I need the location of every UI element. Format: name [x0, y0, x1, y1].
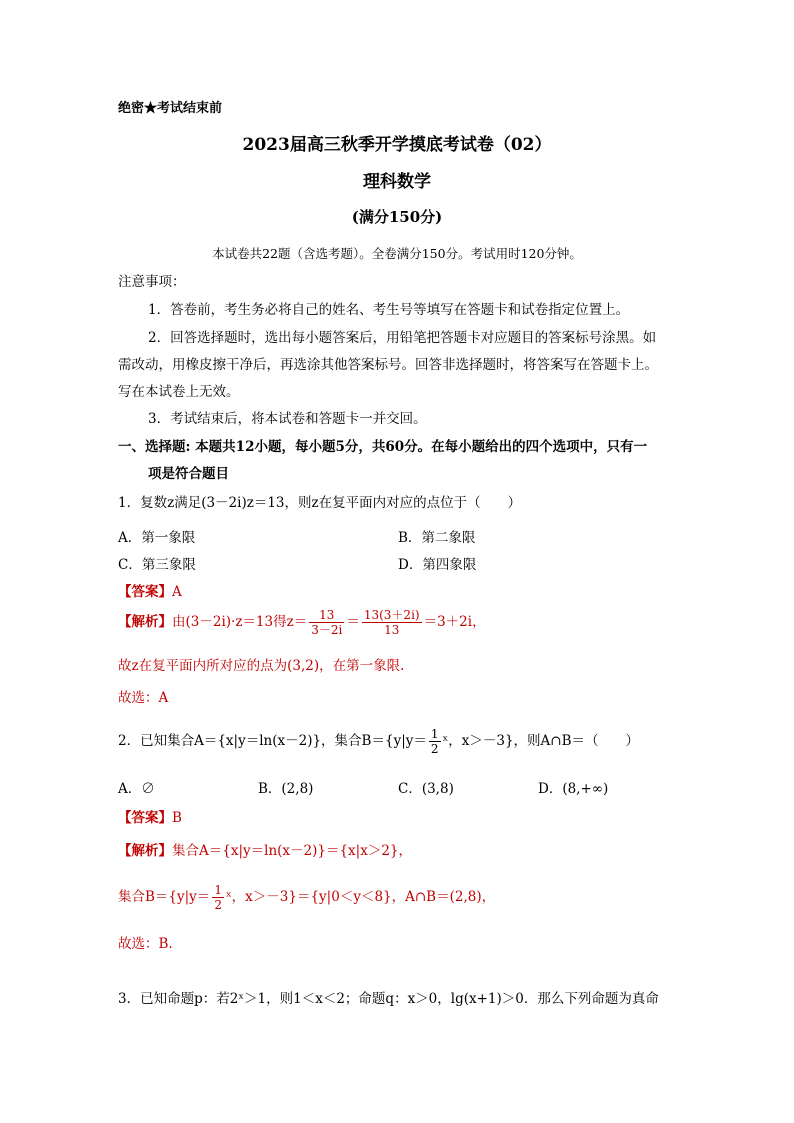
analysis-tag: 【解析】 [118, 843, 172, 859]
question-1-choice: 故选：A [118, 690, 169, 706]
note-1: 1．答卷前，考生务必将自己的姓名、考生号等填写在答题卡和试卷指定位置上。 [148, 302, 630, 318]
question-2-analysis [118, 839, 412, 859]
question-2-analysis-set-b: 集合B＝{y|y＝ $\frac{1}{2}$ ˣ，x＞－3}＝{y|0＜y＜8}，A∩B＝(2,8)， [118, 883, 496, 912]
fraction: $\frac{1}{2}$ [214, 883, 222, 912]
fraction: $\frac{13}{3-2i}$ [311, 608, 343, 637]
notes-heading: 注意事项： [118, 274, 186, 290]
question-2-option-a: A．∅ [118, 781, 155, 797]
fraction: $\frac{13(3+2i)}{13}$ [363, 608, 420, 637]
exam-intro: 本试卷共22题（含选考题）。全卷满分150分。考试用时120分钟。 [212, 246, 582, 261]
question-1-analysis-conclusion: 故z在复平面内所对应的点为(3,2)，在第一象限. [118, 658, 405, 674]
confidential-label: 绝密★考试结束前 [118, 101, 223, 116]
question-2-option-d: D．(8,+∞) [538, 781, 609, 797]
question-2-option-c: C．(3,8) [398, 781, 454, 797]
question-3-stem: 3．已知命题p：若2ˣ＞1，则1＜x＜2；命题q：x＞0，lg(x+1)＞0．那么下列命题为真命 [118, 991, 659, 1007]
question-2-choice: 故选：B. [118, 936, 173, 952]
total-score: (满分150分) [351, 208, 443, 226]
question-2-stem: 2．已知集合A＝{x|y＝ln(x－2)}，集合B＝{y|y＝ $\frac{1}{2}$ ˣ，x＞－3}，则A∩B＝（ ） [118, 727, 640, 756]
note-2-line-3: 写在本试卷上无效。 [118, 384, 240, 400]
subject-title: 理科数学 [363, 172, 431, 192]
answer-value: A [172, 584, 182, 600]
answer-tag: 【答案】 [118, 810, 172, 826]
question-1-option-b: B．第二象限 [398, 530, 476, 546]
question-1-analysis: 【解析】由(3－2i)·z＝13得z＝ $\frac{13}{3-2i}$ ＝ $\frac{13(3+2i)}{13}$ ＝3＋2i， [118, 608, 486, 637]
analysis-text: 由(3－2i)·z＝13得z＝ [172, 614, 308, 630]
question-1-option-a: A．第一象限 [118, 530, 196, 546]
analysis-text: 集合A＝{x|y＝ln(x－2)}＝{x|x＞2}， [172, 843, 413, 859]
analysis-tag: 【解析】 [118, 614, 172, 630]
note-2-line-1: 2．回答选择题时，选出每小题答案后，用铅笔把答题卡对应题目的答案标号涂黑。如 [148, 330, 657, 346]
question-1-option-c: C．第三象限 [118, 557, 196, 573]
answer-tag: 【答案】 [118, 584, 172, 600]
question-1-answer [118, 580, 182, 600]
section-1-heading: 一、选择题: 本题共12小题，每小题5分，共60分。在每小题给出的四个选项中，只有一 [118, 439, 648, 455]
question-1-stem: 1．复数z满足(3－2i)z＝13，则z在复平面内对应的点位于（ ） [118, 495, 522, 511]
fraction: $\frac{1}{2}$ [430, 727, 439, 756]
answer-value: B [172, 810, 182, 826]
section-1-heading-cont: 项是符合题目 [148, 466, 229, 482]
question-1-option-d: D．第四象限 [398, 557, 477, 573]
note-2-line-2: 需改动，用橡皮擦干净后，再选涂其他答案标号。回答非选择题时，将答案写在答题卡上。 [118, 357, 658, 373]
question-2-answer [118, 806, 182, 826]
note-3: 3．考试结束后，将本试卷和答题卡一并交回。 [148, 411, 427, 427]
question-2-option-b: B．(2,8) [258, 781, 314, 797]
exam-title: 2023届高三秋季开学摸底考试卷（02） [242, 135, 552, 155]
